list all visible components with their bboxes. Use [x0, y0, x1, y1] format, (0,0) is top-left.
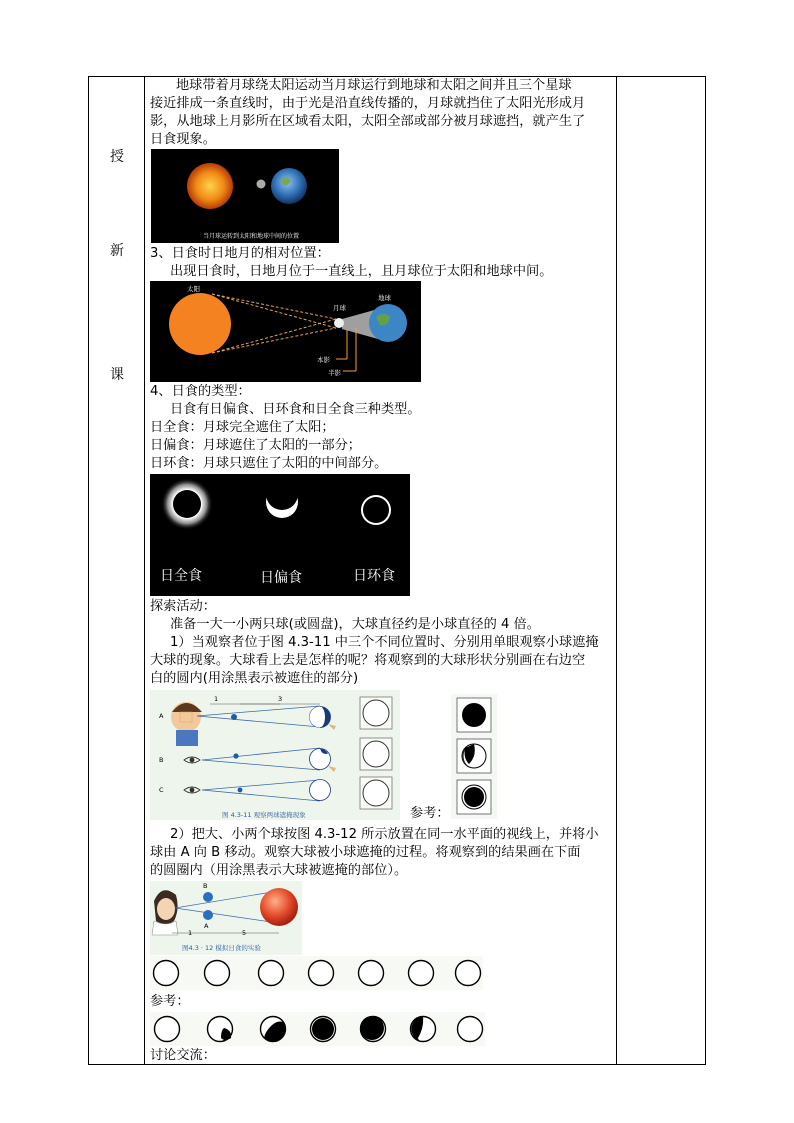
side-char-1: 授	[110, 149, 124, 165]
sun-icon	[169, 293, 231, 355]
section-4-title: 4、日食的类型：	[150, 384, 251, 399]
label-umbra: 本影	[317, 356, 330, 364]
label-moon: 月球	[333, 304, 346, 312]
reference-answers-1	[451, 694, 497, 819]
label-penumbra: 半影	[328, 369, 341, 377]
intro-line-3: 影，从地球上月影所在区域看太阳，太阳全部或部分被月球遮挡，就产生了	[150, 114, 586, 129]
question-1-line-1: 1）当观察者位于图 4.3-11 中三个不同位置时、分别用单眼观察小球遮掩	[170, 635, 599, 650]
explore-preparation: 准备一大一小两只球(或圆盘)，大球直径约是小球直径的 4 倍。	[170, 617, 540, 632]
label-partial-eclipse: 日偏食	[260, 570, 302, 586]
reference-label-2: 参考：	[150, 994, 190, 1009]
discussion-label: 讨论交流：	[150, 1048, 216, 1063]
question-2-line-3: 的圆圈内（用涂黑表示大球被遮掩的部位）。	[150, 863, 408, 878]
fig411-distance-1: 1	[214, 695, 219, 703]
eclipse-position-figure	[150, 281, 421, 382]
eclipse-types-figure	[150, 474, 410, 596]
fig412-label-A: A	[204, 922, 209, 930]
earth-icon	[369, 304, 407, 342]
fig412-distance-1: 1	[188, 929, 193, 937]
section-3-text: 出现日食时，日地月位于一直线上，且月球位于太阳和地球中间。	[170, 264, 553, 279]
fig412-caption: 图4.3 · 12 模拟日食的实验	[182, 944, 261, 952]
section-3-title: 3、日食时日地月的相对位置：	[150, 246, 330, 261]
question-2-line-1: 2）把大、小两个球按图 4.3-12 所示放置在同一水平面的视线上，并将小	[170, 827, 599, 842]
figure-4-3-12	[150, 881, 302, 955]
reference-circles-row	[150, 1012, 485, 1046]
total-eclipse-definition: 日全食：月球完全遮住了太阳；	[150, 420, 335, 435]
question-2-line-2: 球由 A 向 B 移动。观察大球被小球遮掩的过程。将观察到的结果画在下面	[150, 845, 581, 860]
reference-answers-1-svg	[451, 694, 497, 819]
label-sun: 太阳	[187, 285, 200, 293]
answer-circles-row	[150, 956, 483, 990]
fig411-label-A: A	[159, 712, 164, 720]
annular-eclipse-definition: 日环食：月球只遮住了太阳的中间部分。	[150, 456, 388, 471]
intro-line-2: 接近排成一条直线时，由于光是沿直线传播的，月球就挡住了太阳光形成月	[150, 96, 586, 111]
figure-4-3-11	[150, 690, 400, 820]
moon-icon	[334, 318, 344, 328]
section-4-text: 日食有日偏食、日环食和日全食三种类型。	[170, 402, 421, 417]
earth-icon	[271, 168, 307, 204]
fig412-label-B: B	[203, 882, 208, 890]
reference-label-1: 参考：	[410, 806, 450, 821]
question-1-line-2: 大球的现象。大球看上去是怎样的呢？将观察到的大球形状分别画在右边空	[150, 653, 586, 668]
answer-circles-svg	[150, 956, 483, 990]
question-1-line-3: 白的圆内(用涂黑表示被遮住的部分)	[150, 671, 359, 686]
sun-moon-earth-figure	[151, 149, 339, 243]
column-divider-right	[616, 77, 617, 1064]
figure-1-caption: 当月球运转到太阳和地球中间的位置	[203, 233, 300, 240]
partial-eclipse-definition: 日偏食：月球遮住了太阳的一部分；	[150, 438, 361, 453]
sun-moon-earth-svg	[151, 149, 339, 243]
label-total-eclipse: 日全食	[160, 568, 202, 584]
intro-line-1: 地球带着月球绕太阳运动当月球运行到地球和太阳之间并且三个星球	[176, 78, 572, 93]
fig411-distance-3: 3	[278, 695, 283, 703]
fig412-distance-5: 5	[242, 929, 247, 937]
fig411-label-B: B	[159, 756, 164, 764]
explore-title: 探索活动：	[150, 599, 216, 614]
intro-line-4: 日食现象。	[150, 132, 216, 147]
fig411-label-C: C	[159, 786, 164, 794]
side-char-2: 新	[110, 243, 124, 259]
column-divider-left	[144, 77, 145, 1064]
sun-icon	[187, 163, 233, 209]
reference-circles-svg	[150, 1012, 485, 1046]
label-earth: 地球	[378, 294, 391, 302]
moon-icon	[257, 180, 266, 189]
figure-4-3-11-svg	[150, 690, 400, 820]
label-annular-eclipse: 日环食	[353, 568, 395, 584]
fig411-caption: 图 4.3-11 观察两球遮掩现象	[222, 811, 306, 819]
side-char-3: 课	[110, 367, 124, 383]
